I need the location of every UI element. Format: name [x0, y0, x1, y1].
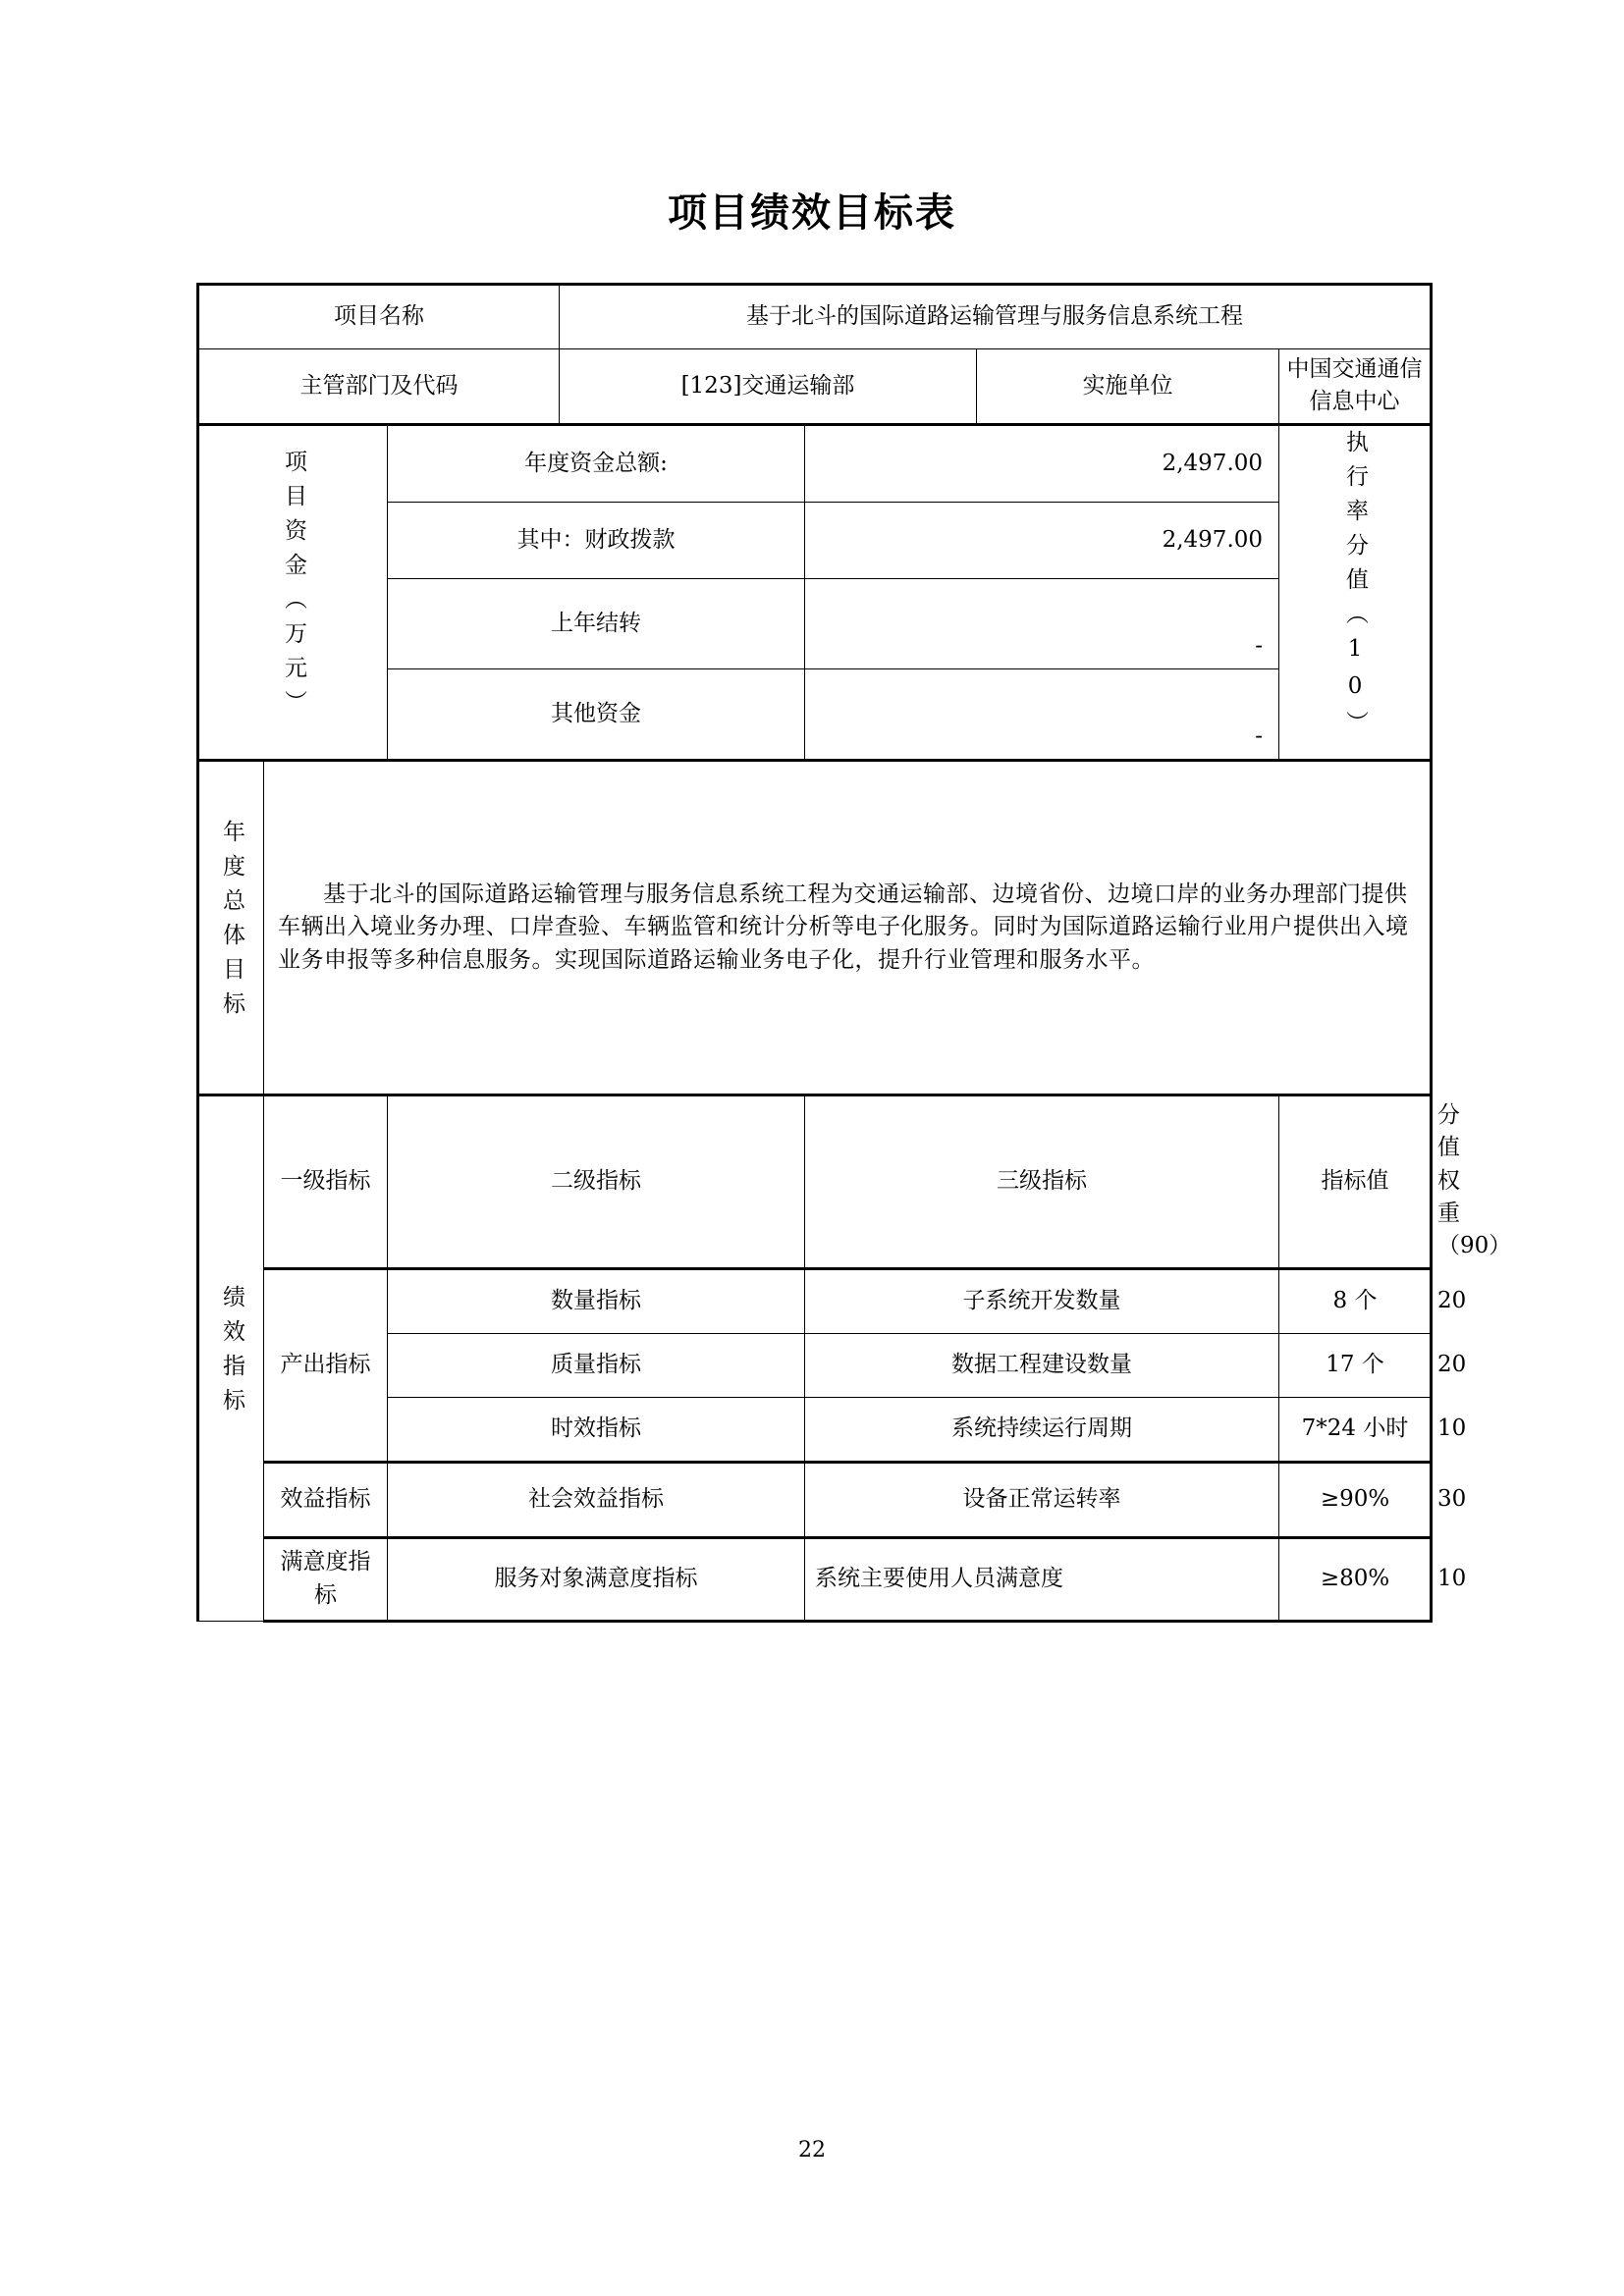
- column-header-level3: 三级指标: [805, 1095, 1279, 1269]
- annual-goal-label-text: 年度总体目标: [219, 819, 244, 1026]
- project-fund-section-label: [198, 424, 388, 760]
- department-label: 主管部门及代码: [198, 349, 560, 425]
- page-title: 项目绩效目标表: [668, 190, 956, 236]
- table-row-indicator-header: 绩效指标 一级指标 二级指标 三级指标 指标值 分值权重（90）: [198, 1095, 1432, 1269]
- indicator-level2: 社会效益指标: [388, 1462, 805, 1537]
- table-row-annual-goal: [198, 761, 1432, 1095]
- fund-row-label-3: 其他资金: [388, 669, 805, 761]
- table-row-indicator: 满意度指标 服务对象满意度指标 系统主要使用人员满意度 ≥80% 10: [198, 1537, 1432, 1621]
- indicator-level3: 系统持续运行周期: [805, 1397, 1279, 1462]
- fund-row-value-3: -: [805, 669, 1279, 761]
- performance-indicator-section-label-text: 绩效指标: [219, 1284, 244, 1422]
- indicator-level3: 系统主要使用人员满意度: [805, 1537, 1279, 1621]
- project-name-label: 项目名称: [198, 285, 560, 349]
- department-value: [123]交通运输部: [560, 349, 977, 425]
- table-row-indicator: 产出指标 数量指标 子系统开发数量 8 个 20: [198, 1268, 1432, 1333]
- fund-row-label-2: 上年结转: [388, 579, 805, 669]
- fund-row-value-0: 2,497.00: [805, 424, 1279, 502]
- project-name-value: 基于北斗的国际道路运输管理与服务信息系统工程: [560, 285, 1432, 349]
- project-fund-section-label-text: 项目资金（万元）: [281, 450, 306, 725]
- fund-row-value-2: -: [805, 579, 1279, 669]
- indicator-value: 8 个: [1279, 1268, 1432, 1333]
- indicator-value: 17 个: [1279, 1333, 1432, 1397]
- indicator-level1-benefit: 效益指标: [264, 1462, 388, 1537]
- performance-target-table: [196, 283, 1512, 1623]
- indicator-level3: 子系统开发数量: [805, 1268, 1279, 1333]
- performance-target-table-wrapper: [196, 283, 1512, 1623]
- indicator-value: ≥90%: [1279, 1462, 1432, 1537]
- fund-row-label-1: 其中：财政拨款: [388, 503, 805, 579]
- annual-goal-text: 基于北斗的国际道路运输管理与服务信息系统工程为交通运输部、边境省份、边境口岸的业务办理部门提供车辆出入境业务办理、口岸查验、车辆监管和统计分析等电子化服务。同时为国际道路运输行业用户提供出入境业务申报等多种信息服务。实现国际道路运输业务电子化，提升行业管理和服务水平。: [264, 761, 1432, 1095]
- indicator-level3: 数据工程建设数量: [805, 1333, 1279, 1397]
- table-row-indicator: 效益指标 社会效益指标 设备正常运转率 ≥90% 30: [198, 1462, 1432, 1537]
- page-number: 22: [798, 2138, 826, 2163]
- column-header-level2: 二级指标: [388, 1095, 805, 1269]
- table-row-indicator: 时效指标 系统持续运行周期 7*24 小时 10: [198, 1397, 1432, 1462]
- column-header-value: 指标值: [1279, 1095, 1432, 1269]
- implementing-unit-label: 实施单位: [977, 349, 1279, 425]
- fund-row-value-1: 2,497.00: [805, 503, 1279, 579]
- execution-rate-score-label: [1279, 424, 1432, 760]
- indicator-level2: 数量指标: [388, 1268, 805, 1333]
- table-row-fund-total: [198, 424, 1432, 502]
- execution-rate-score-label-text: 执行率分值（10）: [1342, 429, 1369, 745]
- indicator-level1-satisfaction: 满意度指标: [264, 1537, 388, 1621]
- table-row-department: [198, 349, 1432, 425]
- implementing-unit-value: 中国交通通信信息中心: [1279, 349, 1432, 425]
- indicator-level3: 设备正常运转率: [805, 1462, 1279, 1537]
- table-row-indicator: 质量指标 数据工程建设数量 17 个 20: [198, 1333, 1432, 1397]
- indicator-level1-output: 产出指标: [264, 1268, 388, 1462]
- annual-goal-label: [198, 761, 264, 1095]
- indicator-value: ≥80%: [1279, 1537, 1432, 1621]
- fund-row-label-0: 年度资金总额:: [388, 424, 805, 502]
- indicator-level2: 质量指标: [388, 1333, 805, 1397]
- performance-indicator-section-label: [198, 1095, 264, 1622]
- indicator-level2: 时效指标: [388, 1397, 805, 1462]
- column-header-level1: 一级指标: [264, 1095, 388, 1269]
- table-row-project-name: [198, 285, 1432, 349]
- indicator-level2: 服务对象满意度指标: [388, 1537, 805, 1621]
- indicator-value: 7*24 小时: [1279, 1397, 1432, 1462]
